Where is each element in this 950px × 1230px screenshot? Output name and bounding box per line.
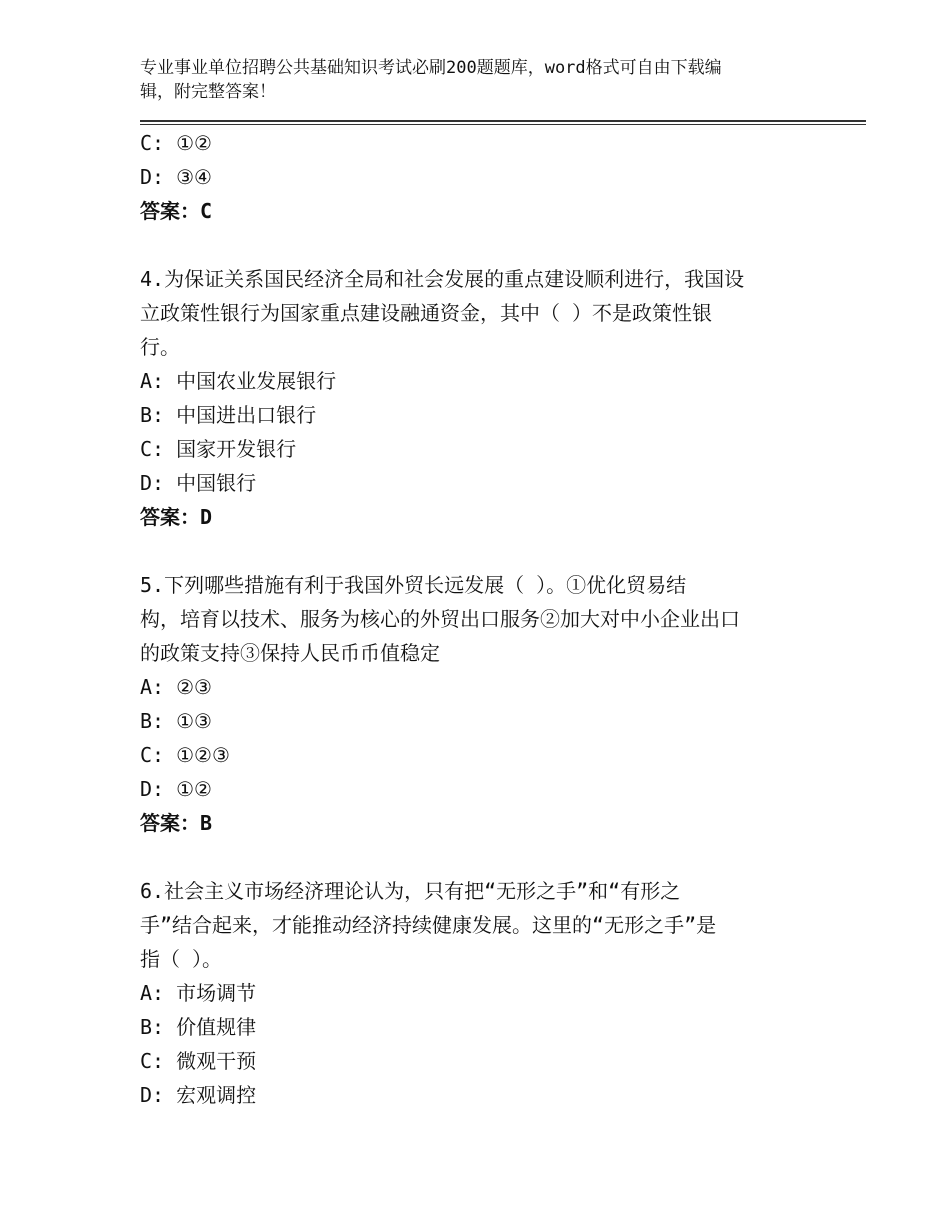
option-c: C: 国家开发银行 <box>140 437 297 461</box>
option-b: B: 价值规律 <box>140 1015 257 1039</box>
spacer <box>140 840 800 874</box>
spacer <box>140 534 800 568</box>
page-header <box>140 56 800 104</box>
header-line-2: 辑，附完整答案！ <box>140 82 276 102</box>
option-d: D: ③④ <box>140 165 212 189</box>
question-stem-line: 手”结合起来，才能推动经济持续健康发展。这里的“无形之手”是 <box>140 913 717 937</box>
question-stem-line: 的政策支持③保持人民币币值稳定 <box>140 641 440 665</box>
answer-label: 答案：C <box>140 199 213 223</box>
question-stem-line: 6.社会主义市场经济理论认为，只有把“无形之手”和“有形之 <box>140 879 681 903</box>
option-a: A: 市场调节 <box>140 981 257 1005</box>
option-d: D: 宏观调控 <box>140 1083 257 1107</box>
question-stem-line: 指（ ）。 <box>140 947 223 971</box>
option-c: C: 微观干预 <box>140 1049 257 1073</box>
header-rule-thin <box>140 124 866 125</box>
answer-label: 答案：B <box>140 811 213 835</box>
option-d: D: ①② <box>140 777 212 801</box>
question-stem-line: 5.下列哪些措施有利于我国外贸长远发展（ ）。①优化贸易结 <box>140 573 687 597</box>
option-c: C: ①② <box>140 131 212 155</box>
option-b: B: ①③ <box>140 709 212 733</box>
question-4 <box>140 262 800 534</box>
header-line-1: 专业事业单位招聘公共基础知识考试必刷200题题库，word格式可自由下载编 <box>140 58 722 78</box>
question-6 <box>140 874 800 1112</box>
option-d: D: 中国银行 <box>140 471 257 495</box>
question-stem-line: 4.为保证关系国民经济全局和社会发展的重点建设顺利进行，我国设 <box>140 267 745 291</box>
header-rule-thick <box>140 120 866 122</box>
answer-label: 答案：D <box>140 505 213 529</box>
question-content <box>140 126 800 1112</box>
option-a: A: ②③ <box>140 675 212 699</box>
question-stem-line: 立政策性银行为国家重点建设融通资金，其中（ ）不是政策性银 <box>140 301 713 325</box>
question-5 <box>140 568 800 840</box>
option-c: C: ①②③ <box>140 743 230 767</box>
spacer <box>140 228 800 262</box>
option-b: B: 中国进出口银行 <box>140 403 317 427</box>
question-stem-line: 构，培育以技术、服务为核心的外贸出口服务②加大对中小企业出口 <box>140 607 740 631</box>
option-a: A: 中国农业发展银行 <box>140 369 337 393</box>
question-stem-line: 行。 <box>140 335 180 359</box>
question-3-tail <box>140 126 800 228</box>
